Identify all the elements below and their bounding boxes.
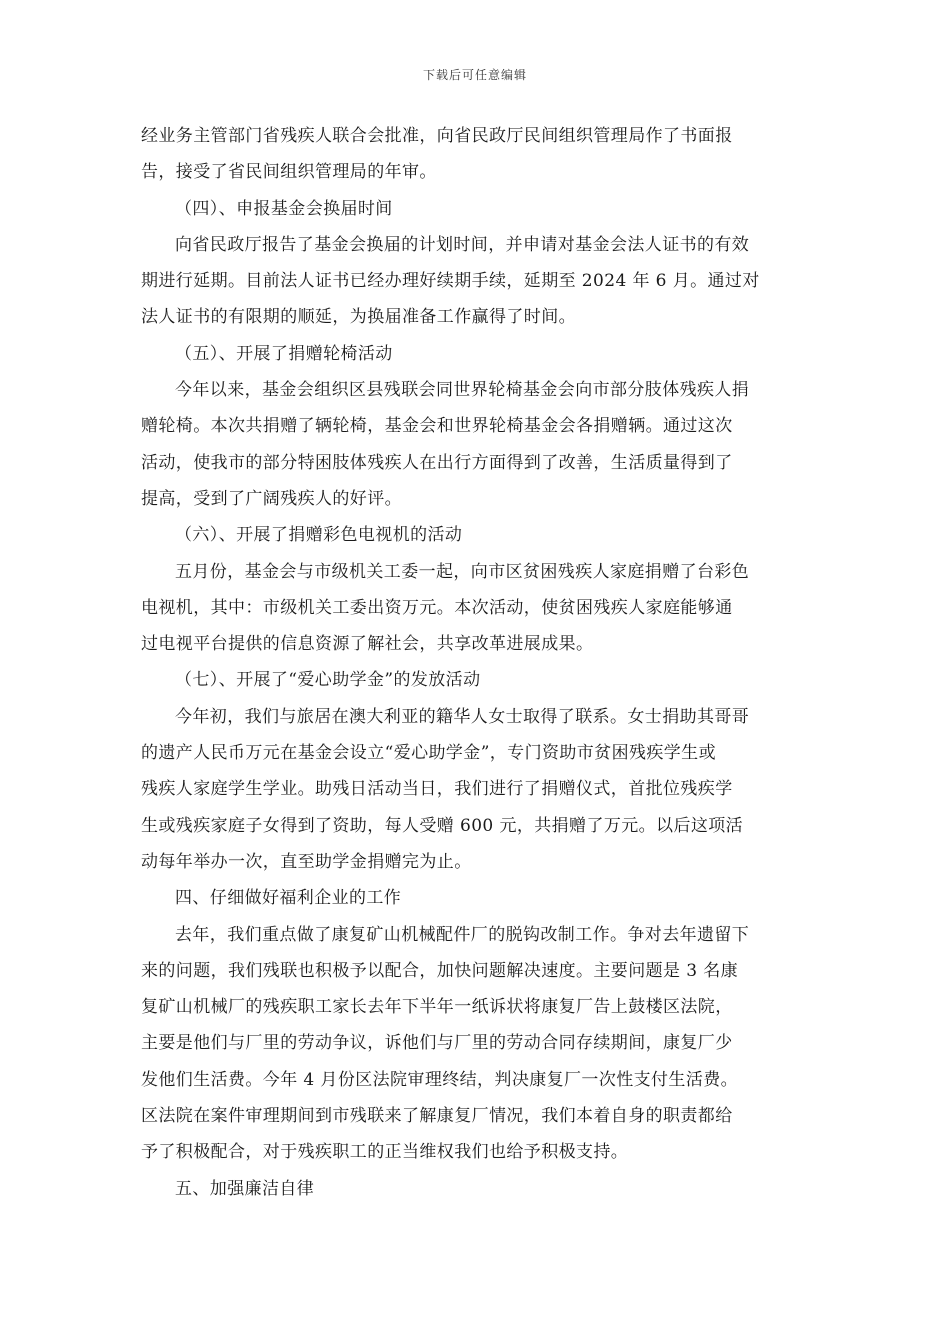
text-line: 活动，使我市的部分特困肢体残疾人在出行方面得到了改善，生活质量得到了 [141,452,733,473]
text-line: 今年初，我们与旅居在澳大利亚的籍华人女士取得了联系。女士捐助其哥哥 [175,706,750,727]
text-line: 发他们生活费。今年 4 月份区法院审理终结，判决康复厂一次性支付生活费。 [141,1069,739,1090]
text-line: （七）、开展了“爱心助学金”的发放活动 [175,670,481,691]
text-line: 向省民政厅报告了基金会换届的计划时间，并申请对基金会法人证书的有效 [175,234,750,255]
text-line: 复矿山机械厂的残疾职工家长去年下半年一纸诉状将康复厂告上鼓楼区法院， [141,997,733,1018]
text-line: 期进行延期。目前法人证书已经办理好续期手续，延期至 2024 年 6 月。通过对 [141,271,760,292]
text-line: 赠轮椅。本次共捐赠了辆轮椅，基金会和世界轮椅基金会各捐赠辆。通过这次 [141,416,733,437]
text-line: 残疾人家庭学生学业。助残日活动当日，我们进行了捐赠仪式，首批位残疾学 [141,779,733,800]
text-line: （六）、开展了捐赠彩色电视机的活动 [175,525,463,546]
text-line: 今年以来，基金会组织区县残联会同世界轮椅基金会向市部分肢体残疾人捐 [175,380,750,401]
text-line: 来的问题，我们残联也积极予以配合，加快问题解决速度。主要问题是 3 名康 [141,960,739,981]
text-line: 生或残疾家庭子女得到了资助，每人受赠 600 元，共捐赠了万元。以后这项活 [141,815,744,836]
text-line: 五月份，基金会与市级机关工委一起，向市区贫困残疾人家庭捐赠了台彩色 [175,561,750,582]
text-line: 提高，受到了广阔残疾人的好评。 [141,488,402,509]
text-line: 经业务主管部门省残疾人联合会批准，向省民政厅民间组织管理局作了书面报 [141,126,733,146]
page-header: 下载后可任意编辑 [422,68,527,82]
text-line: 告，接受了省民间组织管理局的年审。 [141,162,437,183]
text-line: 予了积极配合，对于残疾职工的正当维权我们也给予积极支持。 [141,1142,629,1163]
text-line: 五、加强廉洁自律 [175,1178,315,1199]
text-line: 区法院在案件审理期间到市残联来了解康复厂情况，我们本着自身的职责都给 [141,1106,733,1127]
text-line: （四）、申报基金会换届时间 [175,198,393,219]
text-line: 的遗产人民币万元在基金会设立“爱心助学金”，专门资助市贫困残疾学生或 [141,743,716,764]
text-line: 过电视平台提供的信息资源了解社会，共享改革进展成果。 [141,634,594,655]
document-body [141,118,809,1207]
text-line: 法人证书的有限期的顺延，为换届准备工作赢得了时间。 [141,307,576,328]
text-line: 动每年举办一次，直至助学金捐赠完为止。 [141,851,472,872]
text-line: 去年，我们重点做了康复矿山机械配件厂的脱钩改制工作。争对去年遗留下 [175,924,750,945]
text-line: 主要是他们与厂里的劳动争议，诉他们与厂里的劳动合同存续期间，康复厂少 [141,1033,733,1054]
text-line: 电视机，其中：市级机关工委出资万元。本次活动，使贫困残疾人家庭能够通 [141,597,733,618]
text-line: 四、仔细做好福利企业的工作 [175,888,402,909]
text-line: （五）、开展了捐赠轮椅活动 [175,343,393,364]
